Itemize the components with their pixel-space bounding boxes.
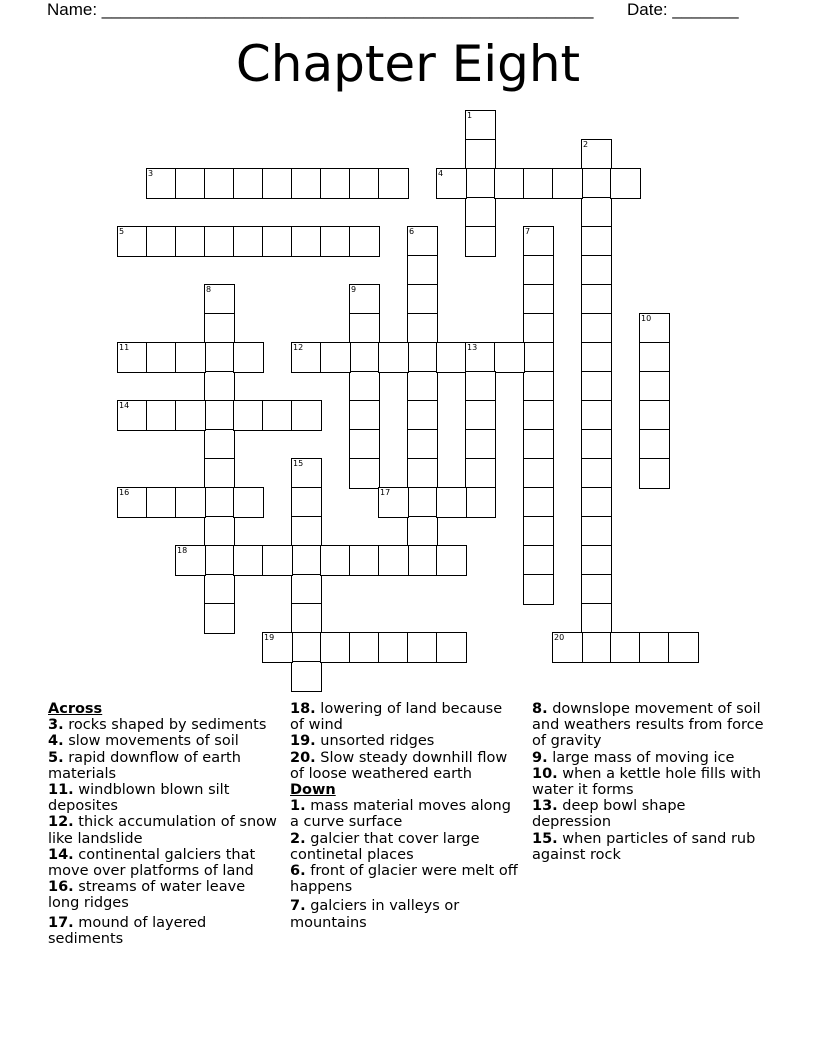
grid-cell[interactable] [320, 342, 351, 373]
grid-cell[interactable] [204, 516, 235, 547]
grid-cell[interactable] [320, 168, 351, 199]
grid-cell[interactable] [349, 429, 380, 460]
grid-cell[interactable] [465, 429, 496, 460]
grid-cell[interactable] [146, 400, 177, 431]
grid-cell[interactable] [378, 545, 409, 576]
grid-cell[interactable] [639, 313, 670, 344]
clues-column-1 [48, 701, 280, 947]
grid-cell[interactable] [349, 168, 380, 199]
grid-cell[interactable] [639, 371, 670, 402]
grid-cell[interactable] [465, 139, 496, 170]
cell-number: 16 [119, 488, 130, 497]
grid-cell[interactable] [523, 342, 554, 373]
grid-cell[interactable] [291, 545, 322, 576]
grid-cell[interactable] [407, 284, 438, 315]
grid-cell[interactable] [320, 632, 351, 663]
grid-cell[interactable] [175, 342, 206, 373]
grid-cell[interactable] [349, 458, 380, 489]
grid-cell[interactable] [233, 168, 264, 199]
grid-cell[interactable] [465, 168, 496, 199]
grid-cell[interactable] [494, 342, 525, 373]
grid-cell[interactable] [291, 661, 322, 692]
grid-cell[interactable] [523, 226, 554, 257]
grid-cell[interactable] [175, 226, 206, 257]
grid-cell[interactable] [204, 342, 235, 373]
grid-cell[interactable] [204, 429, 235, 460]
grid-cell[interactable] [581, 255, 612, 286]
clue-across-14: 14. continental galciers that move over platforms of land [48, 846, 256, 880]
grid-cell[interactable] [523, 516, 554, 547]
grid-cell[interactable] [436, 545, 467, 576]
grid-cell[interactable] [639, 458, 670, 489]
grid-cell[interactable] [581, 284, 612, 315]
grid-cell[interactable] [175, 545, 206, 576]
grid-cell[interactable] [465, 487, 496, 518]
grid-cell[interactable] [204, 400, 235, 431]
grid-cell[interactable] [378, 168, 409, 199]
cell-number: 14 [119, 401, 130, 410]
grid-cell[interactable] [291, 632, 322, 663]
grid-cell[interactable] [639, 429, 670, 460]
grid-cell[interactable] [349, 226, 380, 257]
grid-cell[interactable] [204, 226, 235, 257]
grid-cell[interactable] [291, 487, 322, 518]
grid-cell[interactable] [581, 632, 612, 663]
grid-cell[interactable] [610, 168, 641, 199]
grid-cell[interactable] [494, 168, 525, 199]
clue-across-3: 3. rocks shaped by sediments [48, 717, 267, 734]
grid-cell[interactable] [581, 226, 612, 257]
grid-cell[interactable] [581, 603, 612, 634]
grid-cell[interactable] [581, 197, 612, 228]
grid-cell[interactable] [639, 632, 670, 663]
clue-across-20: 20. Slow steady downhill flow of loose weathered earth [290, 749, 508, 782]
grid-cell[interactable] [436, 487, 467, 518]
cell-number: 5 [119, 227, 125, 236]
across-header: Across [48, 701, 103, 717]
grid-cell[interactable] [523, 574, 554, 605]
grid-cell[interactable] [204, 313, 235, 344]
cell-number: 18 [177, 546, 188, 555]
grid-cell[interactable] [407, 255, 438, 286]
clue-across-16: 16. streams of water leave long ridges [48, 879, 246, 912]
grid-cell[interactable] [465, 400, 496, 431]
grid-cell[interactable] [204, 545, 235, 576]
grid-cell[interactable] [262, 168, 293, 199]
grid-cell[interactable] [407, 226, 438, 257]
grid-cell[interactable] [233, 400, 264, 431]
grid-cell[interactable] [552, 168, 583, 199]
grid-cell[interactable] [407, 313, 438, 344]
cell-number: 17 [380, 488, 391, 497]
clue-across-19: 19. unsorted ridges [290, 733, 435, 750]
grid-cell[interactable] [465, 197, 496, 228]
cell-number: 11 [119, 343, 130, 352]
date-field-label: Date: _______ [627, 0, 739, 19]
cell-number: 7 [525, 227, 531, 236]
grid-cell[interactable] [320, 226, 351, 257]
grid-cell[interactable] [465, 342, 496, 373]
grid-cell[interactable] [204, 371, 235, 402]
grid-cell[interactable] [291, 458, 322, 489]
grid-cell[interactable] [581, 342, 612, 373]
grid-cell[interactable] [581, 574, 612, 605]
name-field-label: Name: ____________________________________________________ [47, 0, 594, 19]
cell-number: 1 [467, 111, 473, 120]
grid-cell[interactable] [262, 400, 293, 431]
grid-cell[interactable] [581, 139, 612, 170]
clue-down-15: 15. when particles of sand rub against rock [532, 830, 756, 863]
grid-cell[interactable] [291, 400, 322, 431]
grid-cell[interactable] [378, 632, 409, 663]
grid-cell[interactable] [146, 226, 177, 257]
grid-cell[interactable] [407, 458, 438, 489]
cell-number: 19 [264, 633, 275, 642]
grid-cell[interactable] [349, 632, 380, 663]
grid-cell[interactable] [465, 458, 496, 489]
grid-cell[interactable] [146, 342, 177, 373]
grid-cell[interactable] [581, 487, 612, 518]
cell-number: 15 [293, 459, 304, 468]
grid-cell[interactable] [523, 313, 554, 344]
grid-cell[interactable] [291, 168, 322, 199]
grid-cell[interactable] [407, 371, 438, 402]
grid-cell[interactable] [320, 545, 351, 576]
cell-number: 2 [583, 140, 589, 149]
page-title: Chapter Eight [235, 35, 581, 93]
grid-cell[interactable] [146, 487, 177, 518]
grid-cell[interactable] [146, 168, 177, 199]
clue-down-13: 13. deep bowl shape depression [532, 798, 686, 831]
grid-cell[interactable] [407, 545, 438, 576]
cell-number: 4 [438, 169, 444, 178]
grid-cell[interactable] [349, 284, 380, 315]
grid-cell[interactable] [349, 545, 380, 576]
grid-cell[interactable] [465, 371, 496, 402]
grid-cell[interactable] [175, 400, 206, 431]
grid-cell[interactable] [436, 168, 467, 199]
grid-cell[interactable] [436, 342, 467, 373]
grid-cell[interactable] [581, 400, 612, 431]
grid-cell[interactable] [581, 371, 612, 402]
clue-across-12: 12. thick accumulation of snow like landslide [48, 814, 277, 847]
grid-cell[interactable] [581, 458, 612, 489]
grid-cell[interactable] [291, 516, 322, 547]
grid-cell[interactable] [668, 632, 699, 663]
grid-cell[interactable] [523, 545, 554, 576]
grid-cell[interactable] [204, 603, 235, 634]
cell-number: 13 [467, 343, 478, 352]
grid-cell[interactable] [204, 574, 235, 605]
grid-cell[interactable] [291, 342, 322, 373]
grid-cell[interactable] [291, 226, 322, 257]
grid-cell[interactable] [262, 632, 293, 663]
grid-cell[interactable] [523, 255, 554, 286]
grid-cell[interactable] [233, 342, 264, 373]
clues-column-2 [290, 701, 518, 931]
cell-number: 10 [641, 314, 652, 323]
grid-cell[interactable] [407, 400, 438, 431]
cell-number: 9 [351, 285, 357, 294]
grid-cell[interactable] [349, 313, 380, 344]
grid-cell[interactable] [262, 545, 293, 576]
grid-cell[interactable] [639, 342, 670, 373]
clue-down-2: 2. galcier that cover large continetal places [290, 830, 480, 863]
grid-cell[interactable] [117, 400, 148, 431]
clue-across-17: 17. mound of layered sediments [48, 914, 207, 947]
grid-cell[interactable] [233, 545, 264, 576]
grid-cell[interactable] [291, 574, 322, 605]
grid-cell[interactable] [117, 342, 148, 373]
grid-cell[interactable] [581, 168, 612, 199]
grid-cell[interactable] [117, 226, 148, 257]
grid-cell[interactable] [581, 545, 612, 576]
clue-down-7: 7. galciers in valleys or mountains [290, 898, 460, 931]
grid-cell[interactable] [523, 487, 554, 518]
grid-cell[interactable] [349, 371, 380, 402]
grid-cell[interactable] [581, 313, 612, 344]
grid-cell[interactable] [204, 284, 235, 315]
grid-cell[interactable] [407, 632, 438, 663]
grid-cell[interactable] [291, 603, 322, 634]
grid-cell[interactable] [639, 400, 670, 431]
clue-down-8: 8. downslope movement of soil and weathers results from force of gravity [532, 701, 764, 750]
grid-cell[interactable] [378, 342, 409, 373]
clue-across-5: 5. rapid downflow of earth materials [48, 749, 241, 782]
grid-cell[interactable] [610, 632, 641, 663]
grid-cell[interactable] [204, 168, 235, 199]
grid-cell[interactable] [378, 487, 409, 518]
grid-cell[interactable] [204, 458, 235, 489]
grid-cell[interactable] [349, 342, 380, 373]
grid-cell[interactable] [175, 487, 206, 518]
grid-cell[interactable] [523, 168, 554, 199]
grid-cell[interactable] [436, 632, 467, 663]
clue-down-10: 10. when a kettle hole fills with water it forms [532, 765, 762, 799]
cell-number: 8 [206, 285, 212, 294]
grid-cell[interactable] [465, 110, 496, 141]
grid-cell[interactable] [581, 516, 612, 547]
clue-down-6: 6. front of glacier were melt off happens [290, 863, 518, 896]
grid-cell[interactable] [175, 168, 206, 199]
grid-cell[interactable] [523, 458, 554, 489]
cell-number: 12 [293, 343, 304, 352]
grid-cell[interactable] [262, 226, 293, 257]
grid-cell[interactable] [523, 284, 554, 315]
grid-cell[interactable] [233, 226, 264, 257]
grid-cell[interactable] [523, 371, 554, 402]
clue-across-11: 11. windblown blown silt deposites [48, 782, 230, 815]
grid-cell[interactable] [117, 487, 148, 518]
grid-cell[interactable] [204, 487, 235, 518]
clues-column-3 [532, 701, 764, 863]
cell-number: 6 [409, 227, 415, 236]
clue-down-1: 1. mass material moves along a curve surface [290, 798, 511, 831]
down-header: Down [290, 782, 336, 799]
grid-cell[interactable] [407, 516, 438, 547]
grid-cell[interactable] [552, 632, 583, 663]
grid-cell[interactable] [523, 400, 554, 431]
clue-down-9: 9. large mass of moving ice [532, 749, 735, 766]
grid-cell[interactable] [349, 400, 380, 431]
grid-cell[interactable] [407, 429, 438, 460]
grid-cell[interactable] [407, 342, 438, 373]
cell-number: 20 [554, 633, 565, 642]
grid-cell[interactable] [581, 429, 612, 460]
grid-cell[interactable] [465, 226, 496, 257]
grid-cell[interactable] [233, 487, 264, 518]
cell-number: 3 [148, 169, 154, 178]
clue-across-4: 4. slow movements of soil [48, 733, 239, 750]
grid-cell[interactable] [407, 487, 438, 518]
clue-across-18: 18. lowering of land because of wind [290, 701, 503, 734]
grid-cell[interactable] [523, 429, 554, 460]
